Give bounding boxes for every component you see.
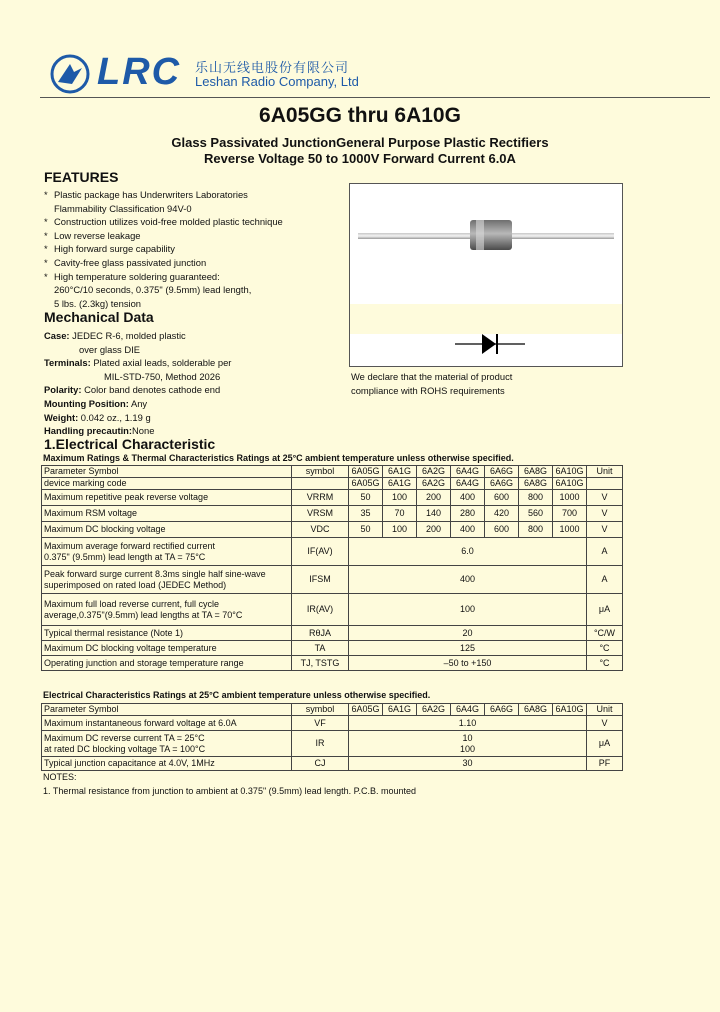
mech-terminals: Terminals: Plated axial leads, solderable per xyxy=(44,357,232,369)
logo-wordmark: LRC xyxy=(97,51,182,93)
company-name-chinese: 乐山无线电股份有限公司 xyxy=(195,60,350,75)
mech-polarity: Polarity: Color band denotes cathode end xyxy=(44,384,221,396)
company-name-english: Leshan Radio Company, Ltd xyxy=(195,74,359,89)
feature-item: * Construction utilizes void-free molded plastic technique xyxy=(44,216,283,228)
mech-handling: Handling precautin:None xyxy=(44,425,155,437)
feature-item: 260°C/10 seconds, 0.375" (9.5mm) lead length, xyxy=(54,284,252,296)
mech-terminals-cont: MIL-STD-750, Method 2026 xyxy=(104,370,221,382)
table-header-row: Parameter Symbol symbol 6A05G 6A1G 6A2G 6A4G 6A6G 6A8G 6A10G Unit xyxy=(42,704,623,716)
max-ratings-table xyxy=(41,465,623,671)
company-logo-icon xyxy=(50,54,90,94)
header-divider xyxy=(40,97,710,98)
table-row: Maximum average forward rectified current 0.375" (9.5mm) lead length at TA = 75°C IF(AV) 6.0 A xyxy=(42,538,623,566)
mechanical-heading: Mechanical Data xyxy=(44,309,154,325)
diode-package-illustration xyxy=(350,184,622,366)
table-row: Maximum RSM voltage VRSM 35 70 140 280 420 560 700 V xyxy=(42,506,623,522)
page-title: 6A05GG thru 6A10G xyxy=(259,104,461,127)
note-1: 1. Thermal resistance from junction to ambient at 0.375" (9.5mm) lead length. P.C.B. mounted xyxy=(43,786,417,796)
rohs-notice: We declare that the material of product compliance with ROHS requirements xyxy=(351,371,513,396)
table-row: Peak forward surge current 8.3ms single half sine-wave superimposed on rated load (JEDEC Method) IFSM 400 A xyxy=(42,566,623,594)
feature-item: * High forward surge capability xyxy=(44,243,175,255)
mech-case: Case: JEDEC R-6, molded plastic xyxy=(44,330,186,341)
feature-item: * Low reverse leakage xyxy=(44,229,141,241)
diode-symbol-icon xyxy=(482,334,496,354)
product-image xyxy=(349,183,623,367)
table-row: Maximum DC reverse current TA = 25°C at rated DC blocking voltage TA = 100°C IR 10 100 μA xyxy=(42,731,623,757)
feature-item: * Cavity-free glass passivated junction xyxy=(44,256,207,268)
feature-item: * Plastic package has Underwriters Laboratories xyxy=(44,189,248,200)
mech-case-cont: over glass DIE xyxy=(79,343,140,355)
subtitle-ratings: Reverse Voltage 50 to 1000V Forward Current 6.0A xyxy=(204,151,516,166)
mech-mounting: Mounting Position: Any xyxy=(44,397,148,409)
table-header-row: Parameter Symbol symbol 6A05G 6A1G 6A2G 6A4G 6A6G 6A8G 6A10G Unit xyxy=(42,466,623,478)
table-row: Maximum DC blocking voltage temperature TA 125 °C xyxy=(42,641,623,656)
table-row: Maximum repetitive peak reverse voltage VRRM 50 100 200 400 600 800 1000 V xyxy=(42,490,623,506)
electrical-characteristics-table xyxy=(41,703,623,771)
table1-caption: Maximum Ratings & Thermal Characteristics Ratings at 25°C ambient temperature unless otherwise specified. xyxy=(43,453,514,463)
table-row: Typical thermal resistance (Note 1) RθJA 20 °C/W xyxy=(42,626,623,641)
features-list xyxy=(44,188,344,310)
table-row: Maximum instantaneous forward voltage at 6.0A VF 1.10 V xyxy=(42,716,623,731)
table2-caption: Electrical Characteristics Ratings at 25°C ambient temperature unless otherwise specified. xyxy=(43,690,431,700)
mechanical-list xyxy=(44,329,344,438)
feature-item: 5 lbs. (2.3kg) tension xyxy=(54,297,142,309)
table-row: device marking code 6A05G 6A1G 6A2G 6A4G 6A6G 6A8G 6A10G xyxy=(42,478,623,490)
table-row: Maximum DC blocking voltage VDC 50 100 200 400 600 800 1000 V xyxy=(42,522,623,538)
features-heading: FEATURES xyxy=(44,169,119,185)
subtitle-description: Glass Passivated JunctionGeneral Purpose Plastic Rectifiers xyxy=(171,135,549,150)
feature-item: Flammability Classification 94V-0 xyxy=(54,202,192,214)
electrical-heading: 1.Electrical Characteristic xyxy=(44,436,216,452)
notes-label: NOTES: xyxy=(43,772,77,782)
table-row: Typical junction capacitance at 4.0V, 1MHz CJ 30 PF xyxy=(42,757,623,771)
mech-weight: Weight: 0.042 oz., 1.19 g xyxy=(44,411,151,423)
table-row: Operating junction and storage temperature range TJ, TSTG –50 to +150 °C xyxy=(42,656,623,671)
cover-strip xyxy=(350,304,622,334)
cathode-band xyxy=(476,220,484,250)
table-row: Maximum full load reverse current, full cycle average,0.375"(9.5mm) lead lengths at TA = 70°C IR(AV) 100 μA xyxy=(42,594,623,626)
feature-item: * High temperature soldering guaranteed: xyxy=(44,270,220,282)
